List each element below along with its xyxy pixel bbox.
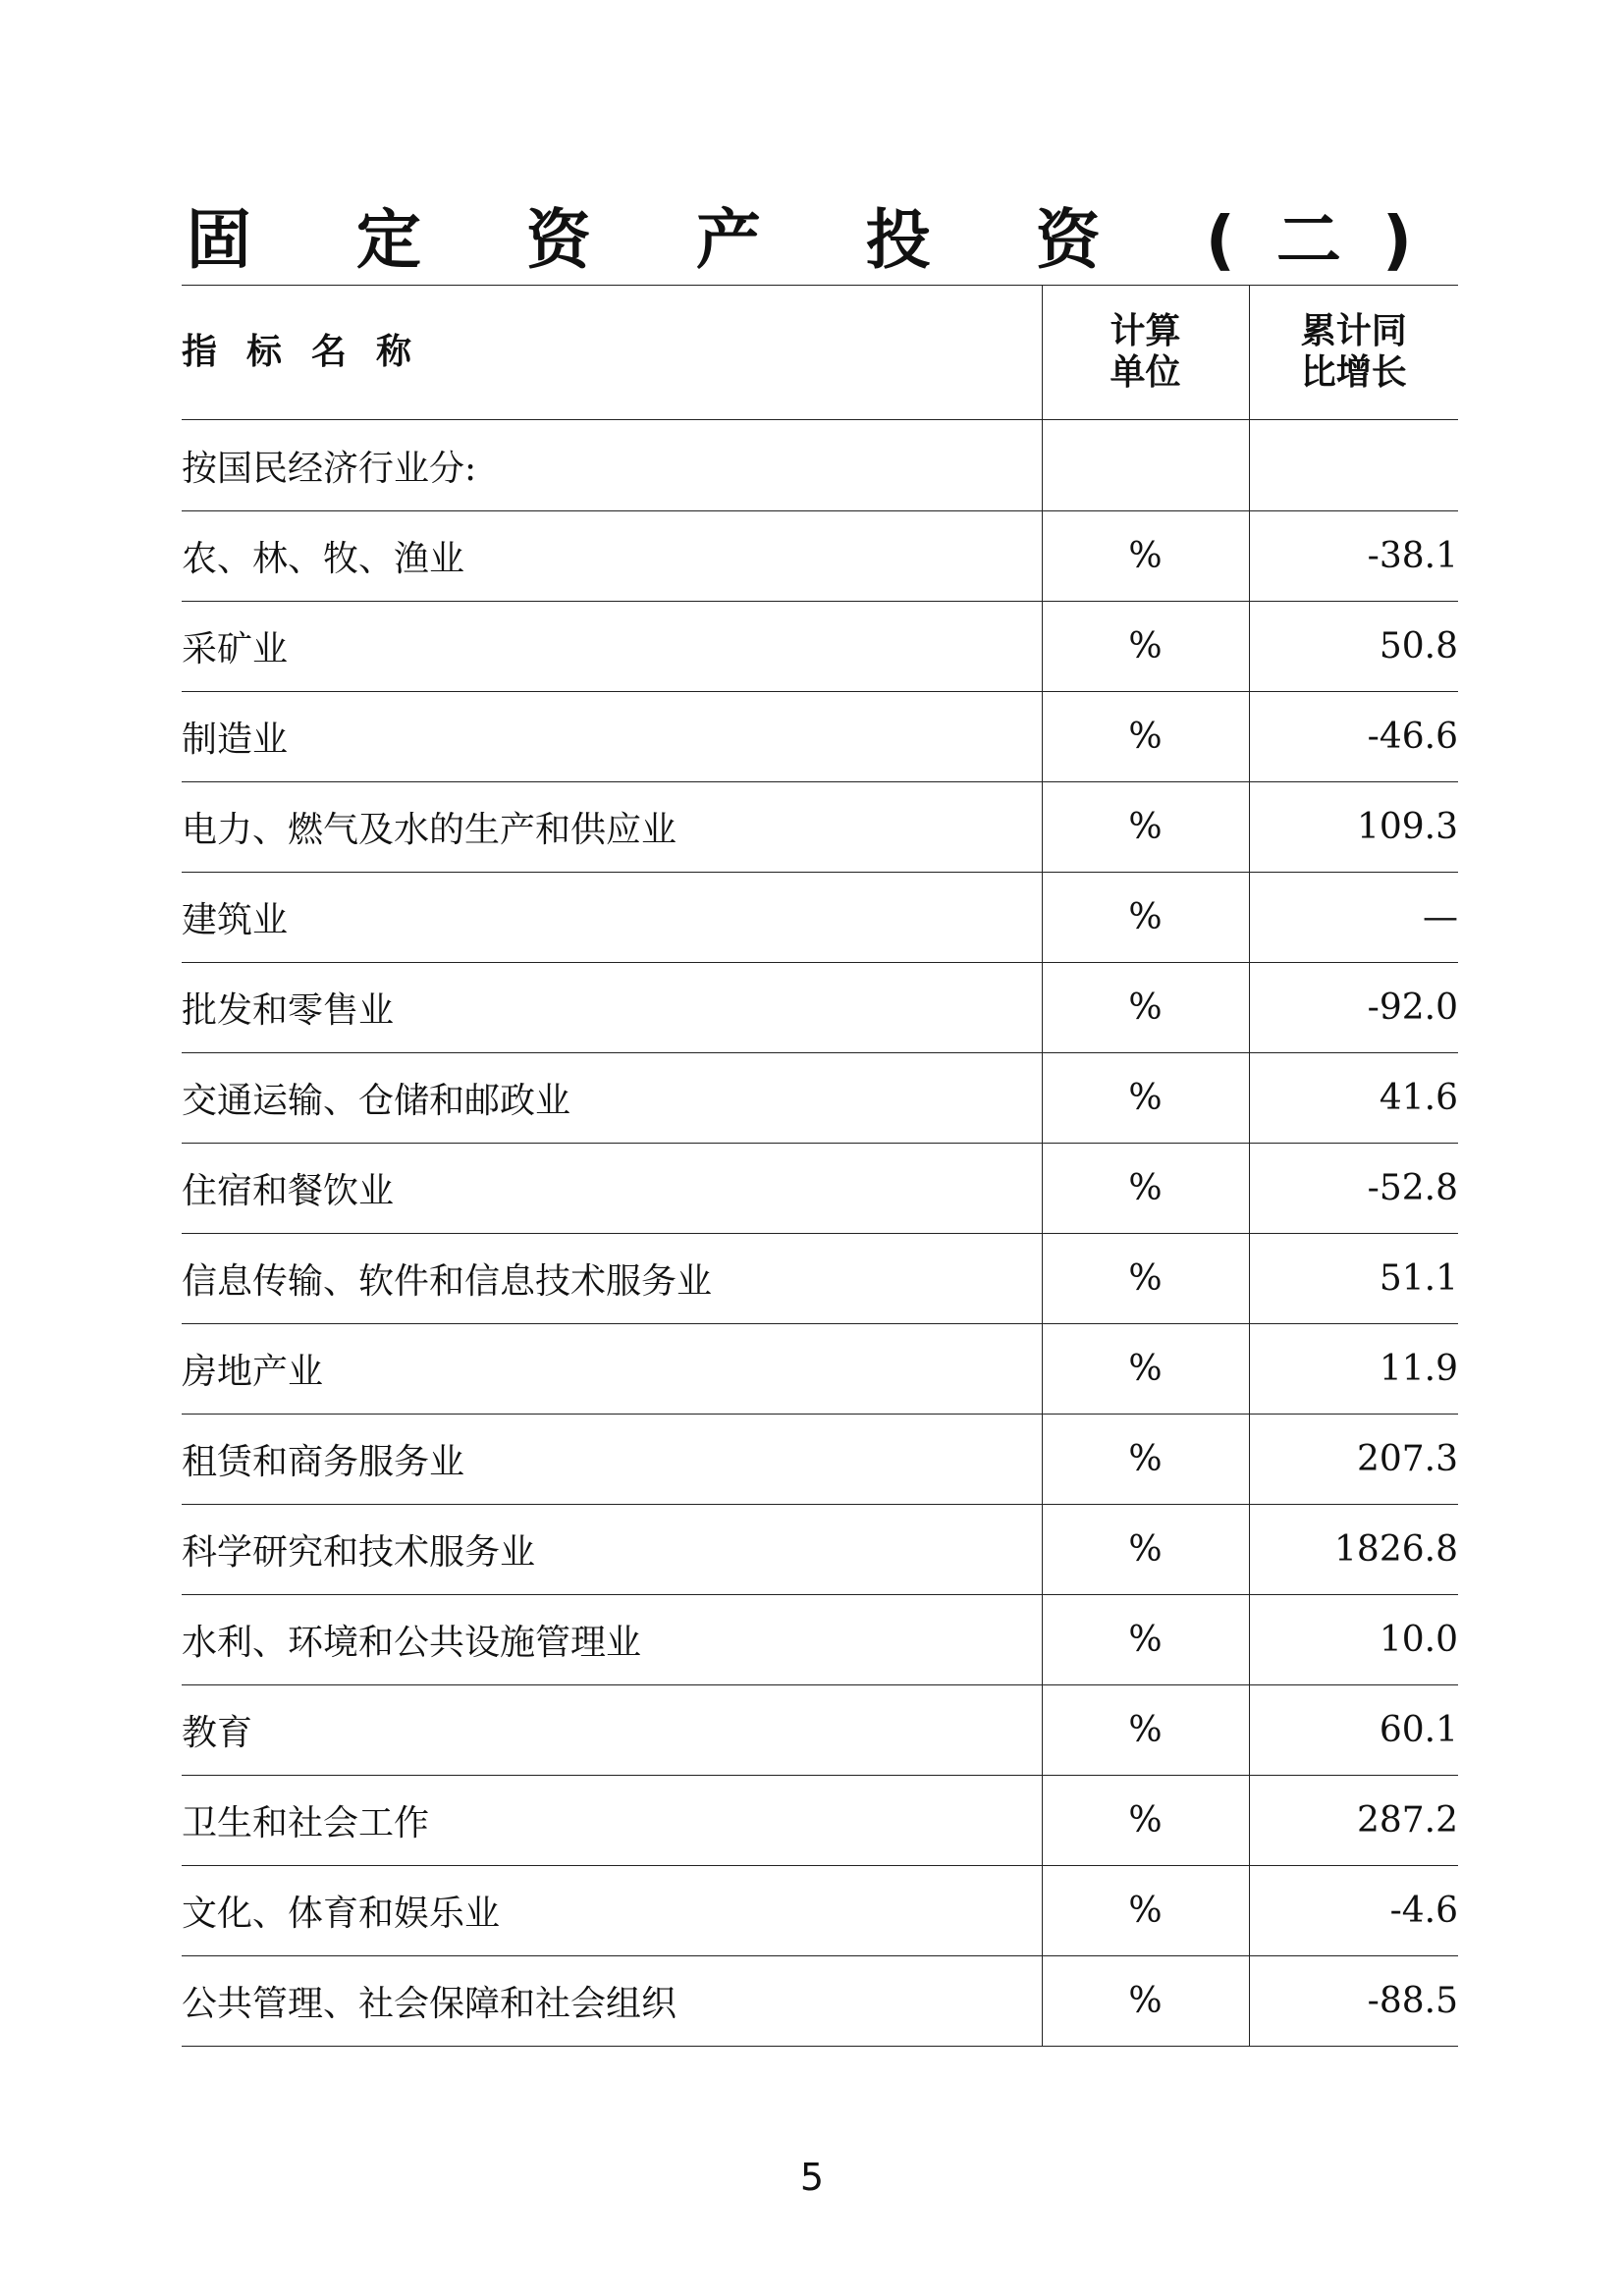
indicator-name-cell: 租赁和商务服务业: [182, 1415, 1042, 1505]
unit-cell: %: [1042, 1776, 1249, 1866]
growth-value-cell: 10.0: [1249, 1595, 1458, 1685]
indicator-name-cell: 制造业: [182, 692, 1042, 782]
unit-cell: %: [1042, 873, 1249, 963]
indicator-name-cell: 文化、体育和娱乐业: [182, 1866, 1042, 1956]
unit-cell: %: [1042, 1505, 1249, 1595]
table-row: [182, 1053, 1458, 1144]
growth-value-cell: 50.8: [1249, 602, 1458, 692]
table-row: [182, 963, 1458, 1053]
growth-value-cell: 109.3: [1249, 782, 1458, 873]
table-row: [182, 1866, 1458, 1956]
growth-value-cell: -46.6: [1249, 692, 1458, 782]
indicator-name-cell: 建筑业: [182, 873, 1042, 963]
unit-cell: %: [1042, 692, 1249, 782]
growth-value-cell: 60.1: [1249, 1685, 1458, 1776]
indicator-name-cell: 电力、燃气及水的生产和供应业: [182, 782, 1042, 873]
indicator-name-cell: 水利、环境和公共设施管理业: [182, 1595, 1042, 1685]
growth-value-cell: 51.1: [1249, 1234, 1458, 1324]
category-row: [182, 420, 1458, 511]
growth-value-cell: 207.3: [1249, 1415, 1458, 1505]
table-row: [182, 1324, 1458, 1415]
table-row: [182, 873, 1458, 963]
growth-value-cell: -92.0: [1249, 963, 1458, 1053]
growth-value-cell: 1826.8: [1249, 1505, 1458, 1595]
table-row: [182, 1505, 1458, 1595]
growth-value-cell: -38.1: [1249, 511, 1458, 602]
page-number: 5: [799, 2156, 825, 2199]
category-unit-cell: [1042, 420, 1249, 511]
indicator-name-cell: 教育: [182, 1685, 1042, 1776]
growth-value-cell: 287.2: [1249, 1776, 1458, 1866]
growth-value-cell: -4.6: [1249, 1866, 1458, 1956]
stats-table: [182, 285, 1458, 2047]
unit-cell: %: [1042, 1685, 1249, 1776]
unit-cell: %: [1042, 1595, 1249, 1685]
header-unit-line1: 计算: [1110, 311, 1181, 351]
unit-cell: %: [1042, 1415, 1249, 1505]
table-header-row: [182, 286, 1458, 420]
table-row: [182, 1234, 1458, 1324]
table-row: [182, 1595, 1458, 1685]
table-row: [182, 511, 1458, 602]
header-cumulative-growth: [1249, 286, 1458, 420]
category-label: 按国民经济行业分:: [182, 420, 1042, 511]
unit-cell: %: [1042, 1866, 1249, 1956]
growth-value-cell: 41.6: [1249, 1053, 1458, 1144]
table-row: [182, 602, 1458, 692]
growth-value-cell: —: [1249, 873, 1458, 963]
header-growth-line2: 比增长: [1300, 352, 1407, 393]
indicator-name-cell: 交通运输、仓储和邮政业: [182, 1053, 1042, 1144]
growth-value-cell: -52.8: [1249, 1144, 1458, 1234]
table-row: [182, 1956, 1458, 2047]
unit-cell: %: [1042, 1144, 1249, 1234]
table-row: [182, 1415, 1458, 1505]
table-row: [182, 692, 1458, 782]
header-unit-line2: 单位: [1110, 352, 1181, 393]
indicator-name-cell: 房地产业: [182, 1324, 1042, 1415]
page-title: 固 定 资 产 投 资 (二): [186, 202, 1454, 278]
indicator-name-cell: 住宿和餐饮业: [182, 1144, 1042, 1234]
unit-cell: %: [1042, 1053, 1249, 1144]
indicator-name-cell: 农、林、牧、渔业: [182, 511, 1042, 602]
table-row: [182, 1144, 1458, 1234]
unit-cell: %: [1042, 1956, 1249, 2047]
table-row: [182, 782, 1458, 873]
unit-cell: %: [1042, 1234, 1249, 1324]
header-unit: [1042, 286, 1249, 420]
table-row: [182, 1685, 1458, 1776]
indicator-name-cell: 信息传输、软件和信息技术服务业: [182, 1234, 1042, 1324]
indicator-name-cell: 科学研究和技术服务业: [182, 1505, 1042, 1595]
category-value-cell: [1249, 420, 1458, 511]
unit-cell: %: [1042, 782, 1249, 873]
unit-cell: %: [1042, 511, 1249, 602]
indicator-name-cell: 公共管理、社会保障和社会组织: [182, 1956, 1042, 2047]
indicator-name-cell: 采矿业: [182, 602, 1042, 692]
table-row: [182, 1776, 1458, 1866]
header-indicator-name: 指标名称: [182, 286, 1042, 420]
unit-cell: %: [1042, 602, 1249, 692]
growth-value-cell: 11.9: [1249, 1324, 1458, 1415]
unit-cell: %: [1042, 1324, 1249, 1415]
header-growth-line1: 累计同: [1300, 311, 1407, 351]
unit-cell: %: [1042, 963, 1249, 1053]
indicator-name-cell: 批发和零售业: [182, 963, 1042, 1053]
growth-value-cell: -88.5: [1249, 1956, 1458, 2047]
indicator-name-cell: 卫生和社会工作: [182, 1776, 1042, 1866]
